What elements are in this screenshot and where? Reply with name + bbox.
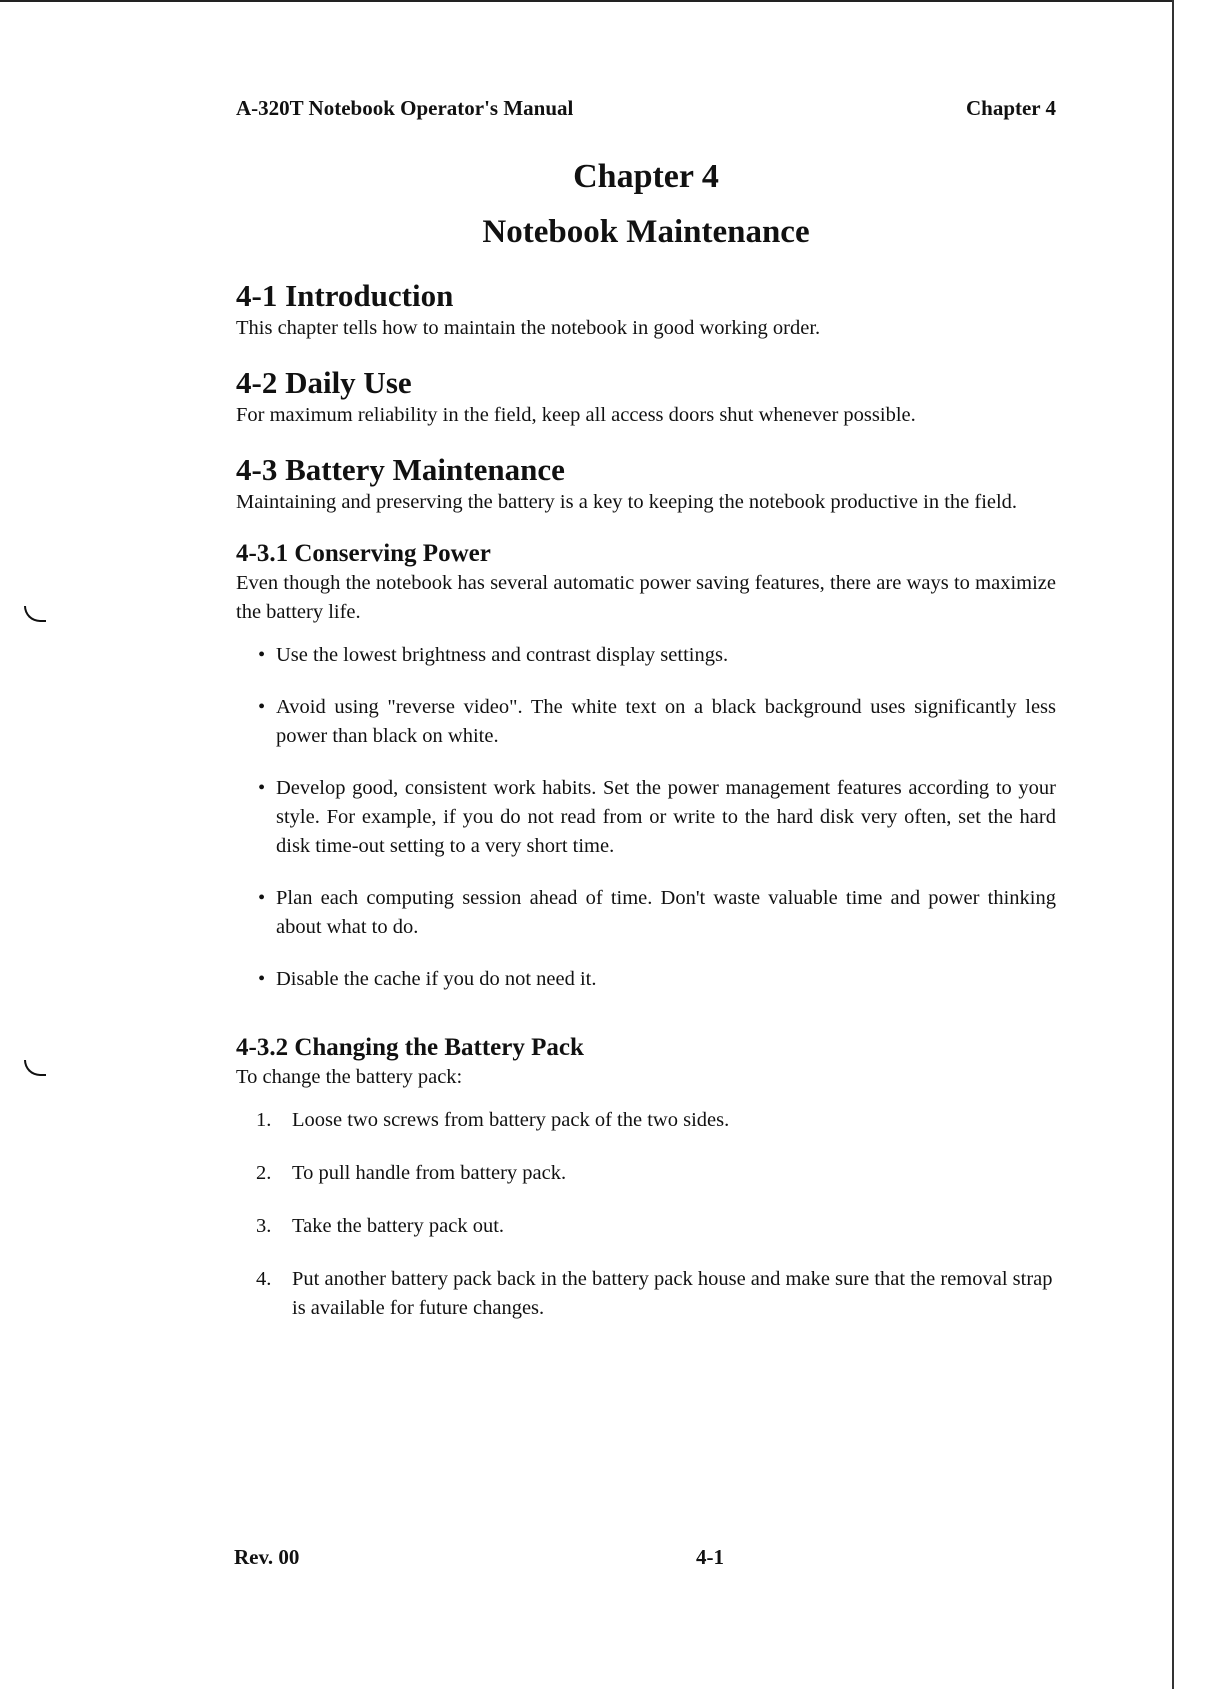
list-item-text: Plan each computing session ahead of time. Don't waste valuable time and power thinking about what to do. bbox=[276, 887, 1056, 938]
step-text: To pull handle from battery pack. bbox=[292, 1162, 567, 1184]
footer-page-number: 4-1 bbox=[696, 1545, 724, 1569]
list-item bbox=[258, 774, 1056, 861]
section-text-battery-maintenance: Maintaining and preserving the battery is a key to keeping the notebook productive in the field. bbox=[236, 491, 1018, 513]
subsection-text-conserving-power: Even though the notebook has several automatic power saving features, there are ways to maximize the battery life. bbox=[236, 572, 1056, 623]
list-item bbox=[256, 1212, 1056, 1241]
right-border-line bbox=[1172, 0, 1174, 1689]
list-item-text: Disable the cache if you do not need it. bbox=[276, 968, 597, 990]
section-heading-introduction: 4-1 Introduction bbox=[236, 278, 454, 313]
binder-hole-mark bbox=[24, 1060, 46, 1076]
top-border-line bbox=[0, 0, 1172, 2]
list-item-text: Develop good, consistent work habits. Set the power management features according to your style. For example, if you do not read from or write to the hard disk very often, set the hard disk time-out setting to a very short time. bbox=[276, 777, 1056, 857]
subsection-heading-changing-battery: 4-3.2 Changing the Battery Pack bbox=[236, 1034, 584, 1061]
bullet-icon: • bbox=[258, 777, 266, 799]
list-item bbox=[258, 641, 1056, 670]
battery-steps-list bbox=[236, 1106, 1056, 1323]
list-item bbox=[258, 884, 1056, 942]
step-number: 3. bbox=[256, 1215, 272, 1237]
bullet-icon: • bbox=[258, 968, 266, 990]
section-heading-battery-maintenance: 4-3 Battery Maintenance bbox=[236, 452, 565, 487]
step-text: Loose two screws from battery pack of the two sides. bbox=[292, 1109, 730, 1131]
list-item bbox=[256, 1106, 1056, 1135]
list-item-text: Avoid using "reverse video". The white text on a black background uses significantly less power than black on white. bbox=[276, 696, 1056, 747]
subsection-heading-conserving-power: 4-3.1 Conserving Power bbox=[236, 540, 491, 567]
step-text: Take the battery pack out. bbox=[292, 1215, 505, 1237]
running-header-chapter: Chapter 4 bbox=[965, 96, 1056, 120]
step-number: 1. bbox=[256, 1109, 272, 1131]
bullet-icon: • bbox=[258, 696, 266, 718]
running-header-title: A-320T Notebook Operator's Manual bbox=[236, 96, 574, 120]
page-body bbox=[236, 278, 1056, 1347]
step-number: 4. bbox=[256, 1268, 272, 1290]
chapter-title: Notebook Maintenance bbox=[482, 214, 810, 250]
subsection-text-changing-battery: To change the battery pack: bbox=[236, 1066, 463, 1088]
list-item bbox=[258, 693, 1056, 751]
step-number: 2. bbox=[256, 1162, 272, 1184]
power-tips-list bbox=[236, 641, 1056, 994]
footer-revision: Rev. 00 bbox=[234, 1545, 300, 1569]
binder-hole-mark bbox=[24, 606, 46, 622]
list-item-text: Use the lowest brightness and contrast display settings. bbox=[276, 644, 729, 666]
list-item bbox=[258, 965, 1056, 994]
section-text-daily-use: For maximum reliability in the field, keep all access doors shut whenever possible. bbox=[236, 404, 916, 426]
section-text-introduction: This chapter tells how to maintain the notebook in good working order. bbox=[236, 317, 821, 339]
bullet-icon: • bbox=[258, 887, 266, 909]
bullet-icon: • bbox=[258, 644, 266, 666]
section-heading-daily-use: 4-2 Daily Use bbox=[236, 365, 412, 400]
chapter-number-title: Chapter 4 bbox=[573, 158, 719, 195]
list-item bbox=[256, 1159, 1056, 1188]
list-item bbox=[256, 1265, 1056, 1323]
step-text: Put another battery pack back in the battery pack house and make sure that the removal strap is available for future changes. bbox=[292, 1268, 1053, 1319]
